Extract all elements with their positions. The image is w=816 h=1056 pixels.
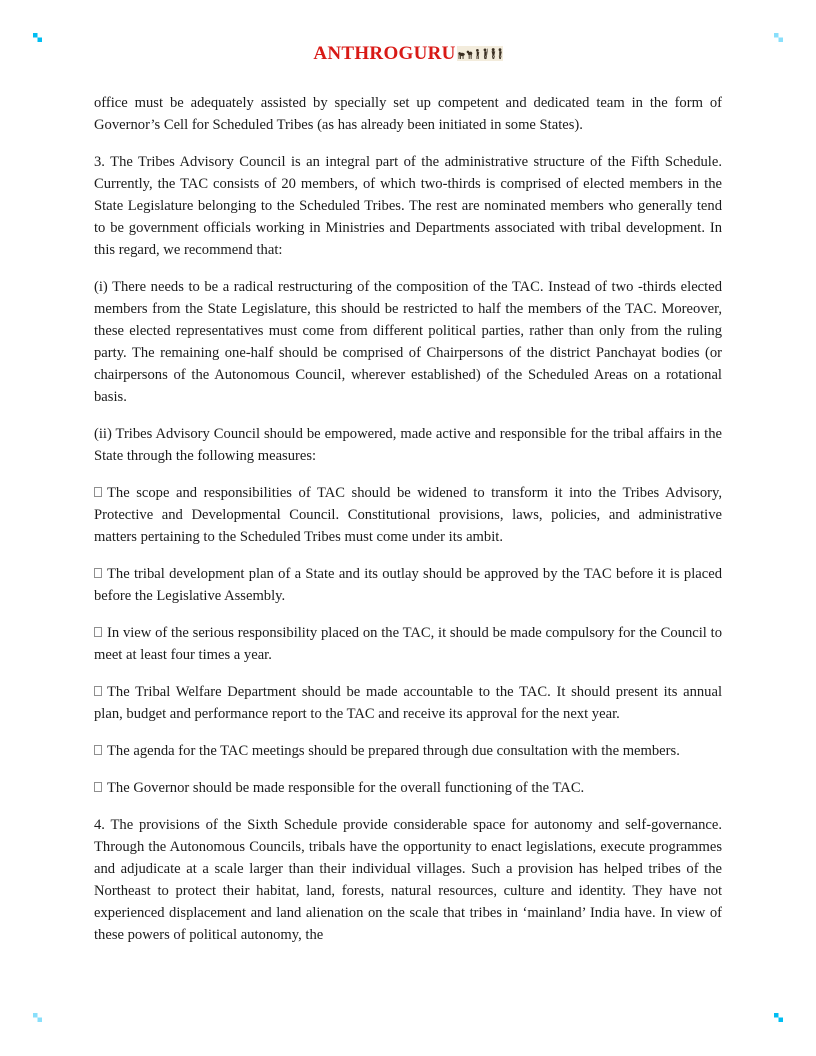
paragraph-ii-empowerment-measures: (ii) Tribes Advisory Council should be empowered, made active and responsible for the tribal affairs in the State through the following measures: [94, 426, 722, 464]
bullet-box-icon [94, 745, 102, 755]
bullet-label: The scope and responsibilities of TAC should be widened to transform it into the Tribes Advisory, Protective and Developmental Council. Constitutional provisions, laws, policies, and administrative matters pertaining to the Scheduled Tribes must come under its ambit. [94, 485, 722, 545]
bullet-tribal-welfare-department [94, 681, 722, 725]
bullet-meet-four-times-a-year [94, 622, 722, 666]
bullet-box-icon [94, 627, 102, 637]
bullet-label: The Tribal Welfare Department should be made accountable to the TAC. It should present its annual plan, budget and performance report to the TAC and receive its approval for the next year. [94, 684, 722, 722]
bullet-label: The Governor should be made responsible for the overall functioning of the TAC. [107, 780, 585, 796]
bullet-agenda-consultation [94, 740, 722, 762]
paragraph-office-governors-cell: office must be adequately assisted by specially set up competent and dedicated team in the form of Governor’s Cell for Scheduled Tribes (as has already been initiated in some States). [94, 95, 722, 133]
bullet-box-icon [94, 487, 102, 497]
document-body [94, 92, 722, 946]
human-evolution-figures-icon [457, 46, 503, 61]
bullet-box-icon [94, 686, 102, 696]
bullet-scope-and-responsibilities [94, 482, 722, 548]
bullet-governor-responsible [94, 777, 722, 799]
bullet-box-icon [94, 782, 102, 792]
bullet-box-icon [94, 568, 102, 578]
bullet-tribal-development-plan [94, 563, 722, 607]
bullet-label: The agenda for the TAC meetings should be prepared through due consultation with the members. [107, 743, 680, 759]
paragraph-3-tribes-advisory-council: 3. The Tribes Advisory Council is an integral part of the administrative structure of the Fifth Schedule. Currently, the TAC consists of 20 members, of which two-thirds is comprised of elected members in the State Legislature belonging to the Scheduled Tribes. The rest are nominated members who generally tend to be government officials working in Ministries and Departments associated with tribal development. In this regard, we recommend that: [94, 154, 722, 258]
paragraph-i-restructuring-tac: (i) There needs to be a radical restructuring of the composition of the TAC. Instead of two -thirds elected members from the State Legislature, this should be restricted to half the members of the TAC. Moreover, these elected representatives must come from different political parties, rather than only from the ruling party. The remaining one-half should be comprised of Chairpersons of the district Panchayat bodies (or chairpersons of the Autonomous Council, wherever established) of the Scheduled Areas on a rotational basis. [94, 279, 722, 405]
bullet-label: The tribal development plan of a State and its outlay should be approved by the TAC before it is placed before the Legislative Assembly. [94, 566, 722, 604]
page-header [0, 44, 816, 63]
bullet-label: In view of the serious responsibility placed on the TAC, it should be made compulsory for the Council to meet at least four times a year. [94, 625, 722, 663]
paragraph-4-sixth-schedule: 4. The provisions of the Sixth Schedule provide considerable space for autonomy and self-governance. Through the Autonomous Councils, tribals have the opportunity to enact legislations, execute programmes and adjudicate at a scale larger than their individual villages. Such a provision has helped tribes of the Northeast to protect their habitat, land, forests, natural resources, culture and identity. They have not experienced displacement and land alienation on the scale that tribes in ‘mainland’ India have. In view of these powers of political autonomy, the [94, 817, 722, 943]
logo-wordmark: ANTHROGURU [313, 43, 456, 64]
anthroguru-logo [313, 44, 502, 63]
